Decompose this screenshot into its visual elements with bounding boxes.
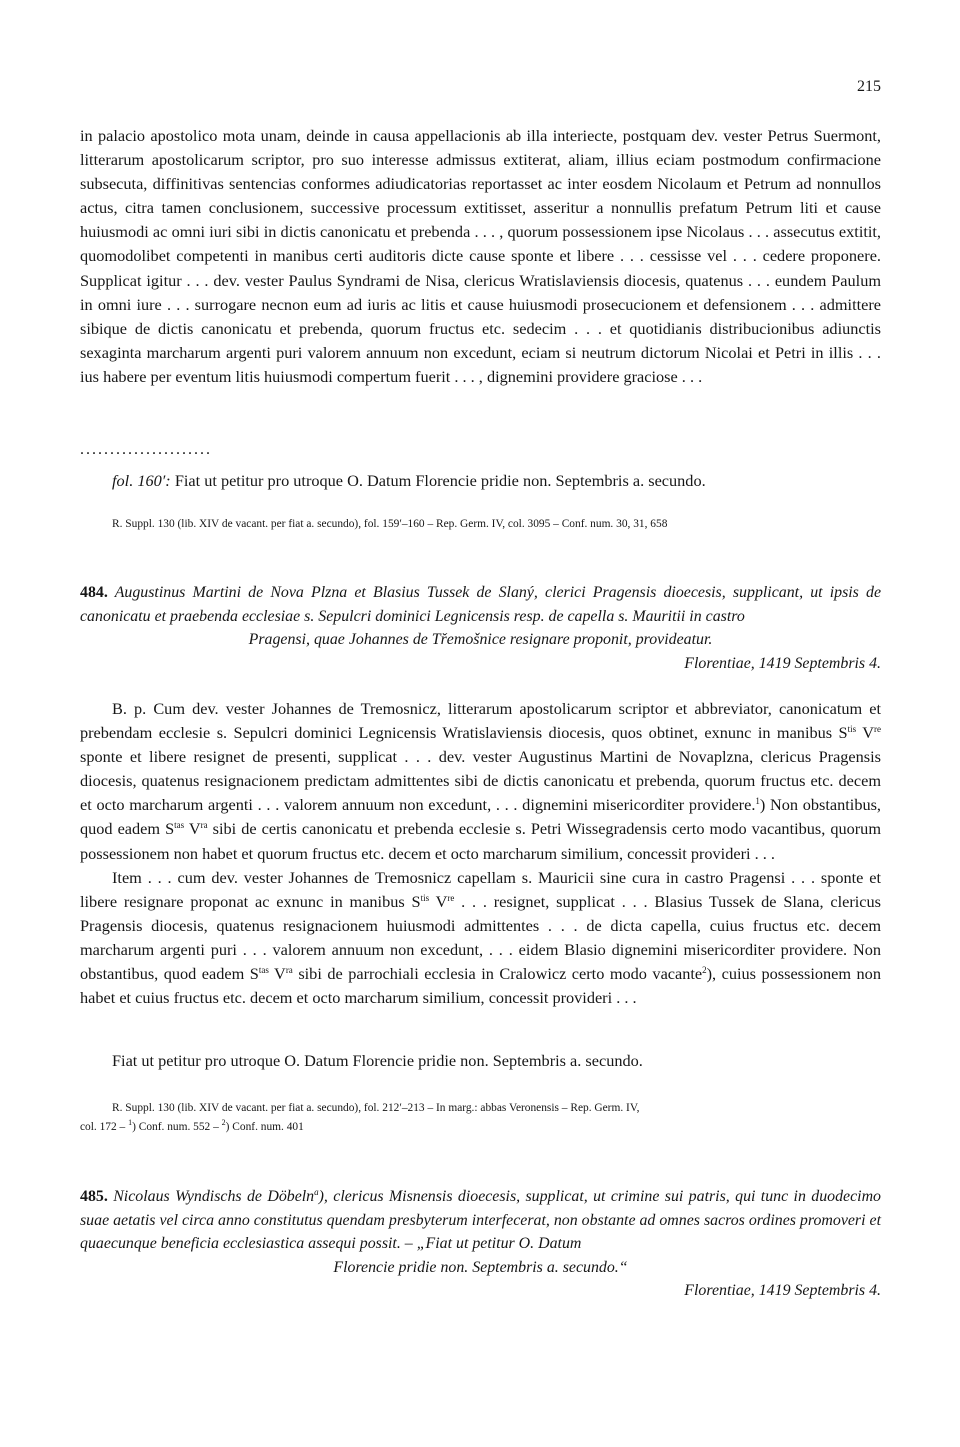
entry-485-date: Florentiae, 1419 Septembris 4. xyxy=(684,1282,881,1299)
abbrev-superscript: tas xyxy=(174,820,185,831)
entry-484-source-note: R. Suppl. 130 (lib. XIV de vacant. per fiat a. secundo), fol. 212′–213 – In marg.: abbas Veronensis – Rep. Germ. IV, xyxy=(112,1102,640,1114)
text-run: V xyxy=(856,723,874,743)
text-run: . . . resignet, supplicat . . . Blasius Tussek de Slana, clericus Pragensis diocesis, quatenus resignacionem huiusmodi admittentes . . . de dicta capella, cuius fructus etc. decem marcharum argenti puri . . . valorem annuum non excedunt, . . . eidem Blasio dignemini misericorditer providere. Non obstantibus, quod eadem S xyxy=(80,891,881,984)
omission-dots: ...................... xyxy=(80,441,212,458)
abbrev-superscript: ra xyxy=(285,965,293,976)
text-run: sibi de certis canonicatu et prebenda ecclesie s. Petri Wissegradensis certo modo vacantibus, quorum possessionem non habet et quorum fructus etc. decem et octo marcharum similium, concessit provideri . . . xyxy=(80,819,881,863)
entry-484-regest-last-line: Pragensi, quae Johannes de Třemošnice resignare proponit, provideatur. xyxy=(248,631,713,648)
entry-484-paragraph-2 xyxy=(80,866,881,1011)
entry-484-date: Florentiae, 1419 Septembris 4. xyxy=(684,654,881,672)
abbrev-superscript: tas xyxy=(258,965,269,976)
text-run: ) Conf. num. 552 – xyxy=(132,1121,222,1133)
text-run: ) Non obstantibus, quod eadem S xyxy=(80,795,882,839)
page-number: 215 xyxy=(857,78,881,95)
entry-484-footnotes xyxy=(80,1118,304,1137)
entry-484-paragraph-1 xyxy=(80,697,881,866)
text-run: Item . . . cum dev. vester Johannes de Tremosnicz capellam s. Mauricii sine cura in castro Pragensi . . . sponte et libere resignare proponat ac exnunc in manibus S xyxy=(80,867,881,911)
entry-484-fiat: Fiat ut petitur pro utroque O. Datum Florencie pridie non. Septembris a. secundo. xyxy=(112,1051,643,1070)
abbrev-superscript: re xyxy=(873,724,881,735)
text-run: ), clericus Misnensis dioecesis, supplicat, ut crimine sui patris, qui tunc in duodecimo suae aetatis vel circa anno constitutus quendam presbyterum interfecerat, non obstante ad omnes sacros ordines promoveri et quaecunque beneficia ecclesiastica assequi possit. – „Fiat ut petitur O. Datum xyxy=(80,1188,881,1252)
source-note: R. Suppl. 130 (lib. XIV de vacant. per fiat a. secundo), fol. 159′–160 – Rep. Germ. IV, col. 3095 – Conf. num. 30, 31, 658 xyxy=(112,518,668,530)
abbrev-superscript: tis xyxy=(847,724,857,735)
abbrev-superscript: re xyxy=(447,892,455,903)
footnote-marker: 2 xyxy=(702,965,707,976)
text-run: sponte et libere resignet de presenti, supplicat . . . dev. vester Augustinus Martini de Novaplzna, clericus Pragensis diocesis, quatenus resignacionem predictam admittentes sibi de dictis canonicatu et prebenda, quorum fructus etc. decem et octo marcharum argenti . . . valorem annuum non excedunt, . . . dignemini misericorditer providere. xyxy=(80,747,881,815)
regest-text: Augustinus Martini de Nova Plzna et Blasius Tussek de Slaný, clerici Pragensis dioecesis, supplicant, ut ipsis de canonicatu et praebenda ecclesiae s. Sepulcri dominici Legnicensis resp. de capella s. Mauritii in castro xyxy=(80,584,881,625)
text-run: sibi de parrochiali ecclesia in Cralowicz certo modo vacante xyxy=(292,964,703,984)
entry-number: 484. xyxy=(80,584,108,601)
continuation-paragraph: in palacio apostolico mota unam, deinde in causa appellacionis ab illa interiecte, postquam dev. vester Petrus Suermont, litterarum apostolicarum scriptor, pro suo interesse admissus extiterat, aliam, illius eciam postmodum confirmacione subsecuta, diffinitivas sentencias conformes adiudicatorias reportasset ac inter eosdem Nicolaum et Petrum ad nonnullos actus, citra tamen conclusionem, successive processum extitisset, asseritur a nonnullis prefatum Petrum liti et cause huiusmodi ac omni iuri sibi in dictis canonicatu et prebenda . . . , quorum possessionem ipse Nicolaus . . . assecutus extitit, quomodolibet competenti in manibus certi auditoris dicte cause sponte et libere . . . cessisse vel . . . cedere proponere. Supplicat igitur . . . dev. vester Paulus Syndrami de Nisa, clericus Wratislaviensis diocesis, quatenus . . . eundem Paulum in omni iure . . . surrogare necnon eum ad iuris ac litis et cause huiusmodi prosecucionem et defensionem . . . admittere sibique de dictis canonicatu et prebenda, quorum fructus etc. sedecim . . . et quotidianis distribucionibus adiunctis sexaginta marcharum argenti puri valorem annuum non excedunt, eciam si neutrum dictorum Nicolai et Petri in illis . . . ius habere per eventum litis huiusmodi compertum fuerit . . . , dignemini providere graciose . . . xyxy=(80,126,881,386)
abbrev-superscript: ra xyxy=(200,820,208,831)
text-run: ), cuius possessionem non habet et cuius fructus etc. decem et octo marcharum similium, concessit provideri . . . xyxy=(80,964,881,1008)
text-run: ) Conf. num. 401 xyxy=(225,1121,304,1133)
text-run: V xyxy=(184,819,201,839)
continuation-block xyxy=(80,124,881,389)
entry-484-regest xyxy=(80,581,881,628)
entry-485-regest-last-line: Florencie pridie non. Septembris a. secundo.“ xyxy=(333,1258,628,1276)
abbrev-superscript: tis xyxy=(420,892,430,903)
text-run: col. 172 – xyxy=(80,1121,129,1133)
entry-485-regest xyxy=(80,1185,881,1256)
entry-484-body xyxy=(80,697,881,1010)
entry-number: 485. xyxy=(80,1188,108,1205)
text-run: Nicolaus Wyndischs de Döbeln xyxy=(113,1188,315,1205)
footnote-marker: 2 xyxy=(221,1118,226,1127)
folio-reference: fol. 160′: xyxy=(112,471,171,490)
text-run: B. p. Cum dev. vester Johannes de Tremosnicz, litterarum apostolicarum scriptor et abbreviator, canonicatum et prebendam ecclesie s. Sepulcri dominici Legnicensis Wratislaviensis diocesis, quos obtinet, exnunc in manibus S xyxy=(80,699,881,743)
entry-484-header xyxy=(80,581,881,675)
fiat-line xyxy=(112,469,706,493)
footnote-marker: a xyxy=(314,1187,319,1197)
text-run: V xyxy=(429,891,448,911)
footnote-marker: 1 xyxy=(128,1118,133,1127)
footnote-marker: 1 xyxy=(755,796,760,807)
entry-485-header xyxy=(80,1185,881,1303)
text-run: V xyxy=(268,964,286,984)
fiat-text: Fiat ut petitur pro utroque O. Datum Florencie pridie non. Septembris a. secundo. xyxy=(174,471,706,490)
